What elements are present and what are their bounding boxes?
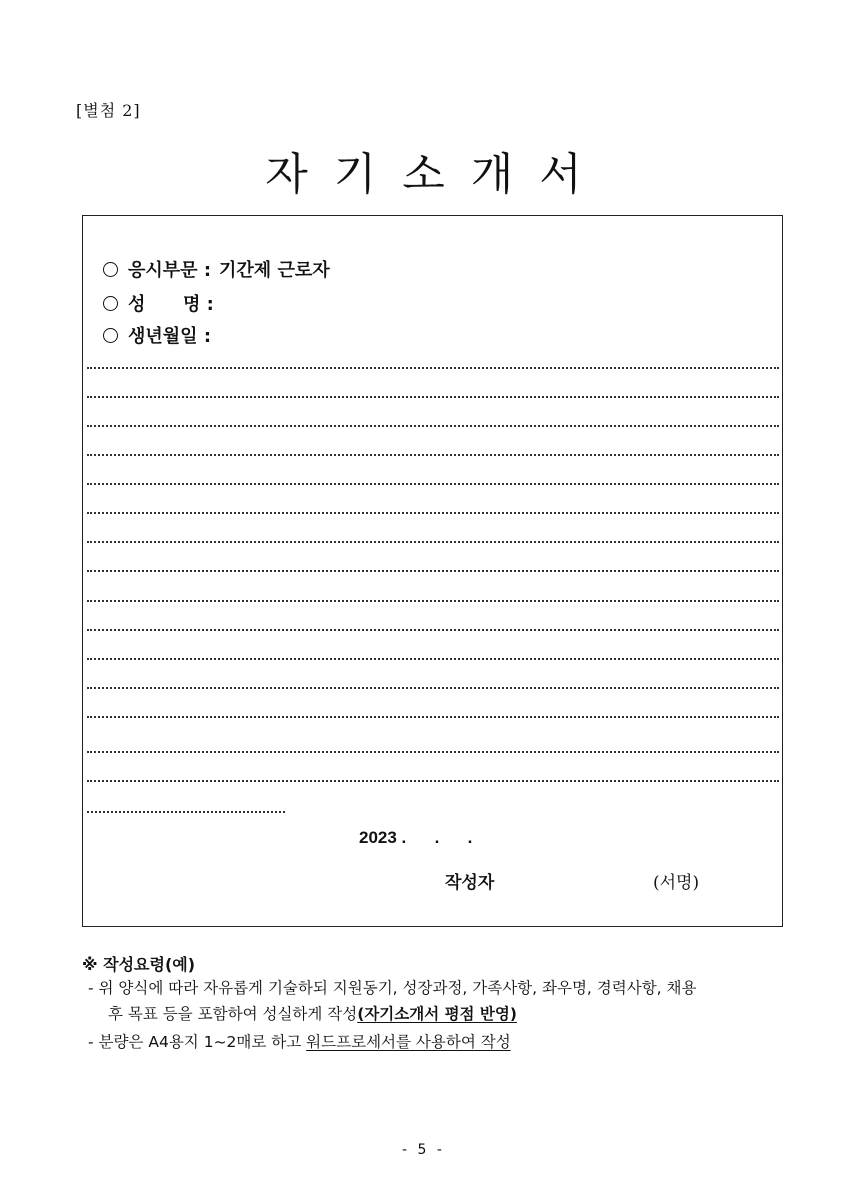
page-number: - 5 - (402, 1142, 445, 1158)
writing-line[interactable] (87, 600, 779, 602)
writing-line[interactable] (87, 483, 779, 485)
writing-line[interactable] (87, 716, 779, 718)
field-name (103, 290, 222, 316)
guide-title: ※ 작성요령(예) (82, 955, 196, 974)
writing-line[interactable] (87, 367, 779, 369)
writing-line[interactable] (87, 541, 779, 543)
writing-line[interactable] (87, 396, 779, 398)
attachment-label: [별첨 2] (76, 101, 141, 120)
guide-line-3-text: - 분량은 A4용지 1~2매로 하고 (88, 1033, 307, 1051)
field-label-birthdate: 생년월일 : (128, 326, 212, 347)
field-application-section (103, 256, 330, 282)
field-value-section[interactable]: 기간제 근로자 (219, 260, 330, 281)
writing-line[interactable] (87, 811, 285, 813)
writing-line[interactable] (87, 512, 779, 514)
guide-line-2-text: 후 목표 등을 포함하여 성실하게 작성 (108, 1005, 358, 1023)
guide-line-2 (108, 1002, 517, 1024)
writing-line[interactable] (87, 751, 779, 753)
writing-line[interactable] (87, 658, 779, 660)
field-label-name: 성 명 : (128, 294, 214, 315)
writing-line[interactable] (87, 425, 779, 427)
guide-line-2-emphasis: (자기소개서 평점 반영) (357, 1005, 517, 1023)
writing-line[interactable] (87, 629, 779, 631)
writing-line[interactable] (87, 570, 779, 572)
field-label-section: 응시부문 : (128, 260, 212, 281)
writing-line[interactable] (87, 687, 779, 689)
page-title: 자기소개서 (265, 149, 608, 200)
circle-icon (103, 328, 118, 343)
writing-line[interactable] (87, 454, 779, 456)
guide-line-1: - 위 양식에 따라 자유롭게 기술하되 지원동기, 성장과정, 가족사항, 좌우명, 경력사항, 채용 (88, 979, 697, 997)
writing-line[interactable] (87, 780, 779, 782)
date-line: 2023 . . . (359, 828, 473, 847)
guide-line-3 (88, 1030, 511, 1052)
circle-icon (103, 262, 118, 277)
signature-label: (서명) (653, 873, 700, 893)
field-birthdate (103, 322, 219, 348)
circle-icon (103, 296, 118, 311)
guide-line-3-underlined: 워드프로세서를 사용하여 작성 (306, 1033, 511, 1051)
author-label: 작성자 (445, 873, 495, 893)
form-box (82, 215, 783, 927)
